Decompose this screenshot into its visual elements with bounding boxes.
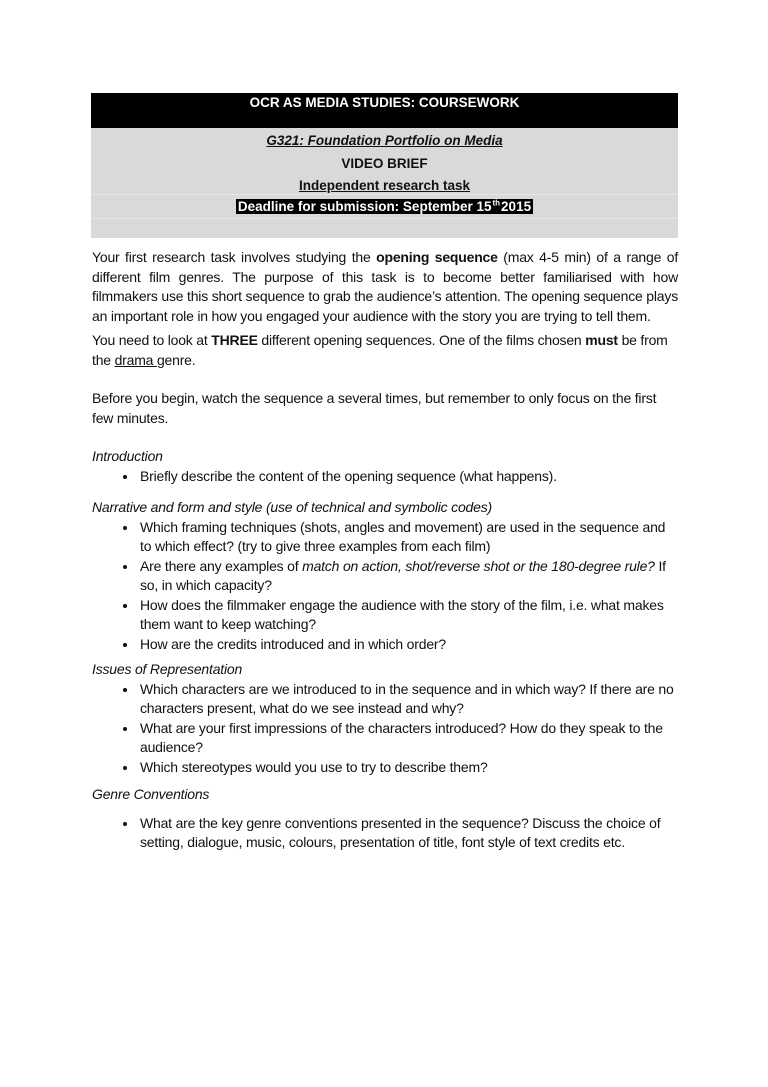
text: Your first research task involves studying the <box>92 249 377 265</box>
representation-list <box>92 680 678 778</box>
header-table <box>91 93 678 238</box>
text-bold: must <box>585 332 618 348</box>
text: genre. <box>156 351 196 368</box>
header-details <box>91 128 678 238</box>
text: You need to look at <box>92 332 212 348</box>
requirement-paragraph <box>92 331 678 370</box>
list-item: • Which stereotypes would you use to try to describe them? <box>138 758 678 778</box>
list-item: • What are the key genre conventions presented in the sequence? Discuss the choice of setting, dialogue, music, colours, presentation of title, font style of text credits etc. <box>138 814 678 853</box>
list-item: • How does the filmmaker engage the audience with the story of the film, i.e. what makes them want to keep watching? <box>138 596 678 635</box>
deadline-year: 2015 <box>501 198 532 214</box>
list-item <box>138 557 678 596</box>
genre-list <box>92 814 678 853</box>
text-italic: match on action, shot/reverse shot or the 180-degree rule? <box>302 557 655 574</box>
section-heading-introduction: Introduction <box>92 448 163 464</box>
list-item: • Which characters are we introduced to in the sequence and in which way? If there are no characters present, what do we see instead and why? <box>138 680 678 719</box>
unit-title: G321: Foundation Portfolio on Media <box>266 133 503 148</box>
text: different opening sequences. One of the films chosen <box>257 332 586 348</box>
section-heading-genre: Genre Conventions <box>92 786 210 802</box>
brief-title: VIDEO BRIEF <box>341 156 428 171</box>
deadline-text: Deadline for submission: September 15 <box>237 198 492 214</box>
text: Are there any examples of <box>140 557 303 574</box>
text-underlined: drama <box>114 351 157 368</box>
text: be from the <box>92 332 668 368</box>
course-title: OCR AS MEDIA STUDIES: COURSEWORK <box>91 93 678 128</box>
section-heading-narrative: Narrative and form and style (use of technical and symbolic codes) <box>92 499 492 515</box>
narrative-list <box>92 518 678 655</box>
section-heading-representation: Issues of Representation <box>92 661 243 677</box>
instruction-paragraph: Before you begin, watch the sequence a several times, but remember to only focus on the first few minutes. <box>92 390 657 426</box>
list-item: • How are the credits introduced and in which order? <box>138 635 678 655</box>
text-bold: THREE <box>211 332 258 348</box>
list-item: • Which framing techniques (shots, angles and movement) are used in the sequence and to which effect? (try to give three examples from each film) <box>138 518 678 557</box>
list-item: • What are your first impressions of the characters introduced? How do they speak to the audience? <box>138 719 678 758</box>
text-bold: opening sequence <box>376 249 498 265</box>
task-title: Independent research task <box>298 178 471 193</box>
list-item: • Briefly describe the content of the opening sequence (what happens). <box>138 467 678 487</box>
deadline <box>91 194 678 215</box>
document-body <box>92 248 678 853</box>
text: (max 4-5 min) of a range of different film genres. The purpose of this task is to become better familiarised with how filmmakers use this short sequence to grab the audience’s attention. The opening sequence plays an important role in how you engaged your audience with the story you are trying to tell them. <box>92 249 679 324</box>
intro-paragraph <box>92 248 678 326</box>
text: If so, in which capacity? <box>140 557 666 593</box>
introduction-list <box>92 467 678 487</box>
deadline-sup: th <box>492 198 501 207</box>
